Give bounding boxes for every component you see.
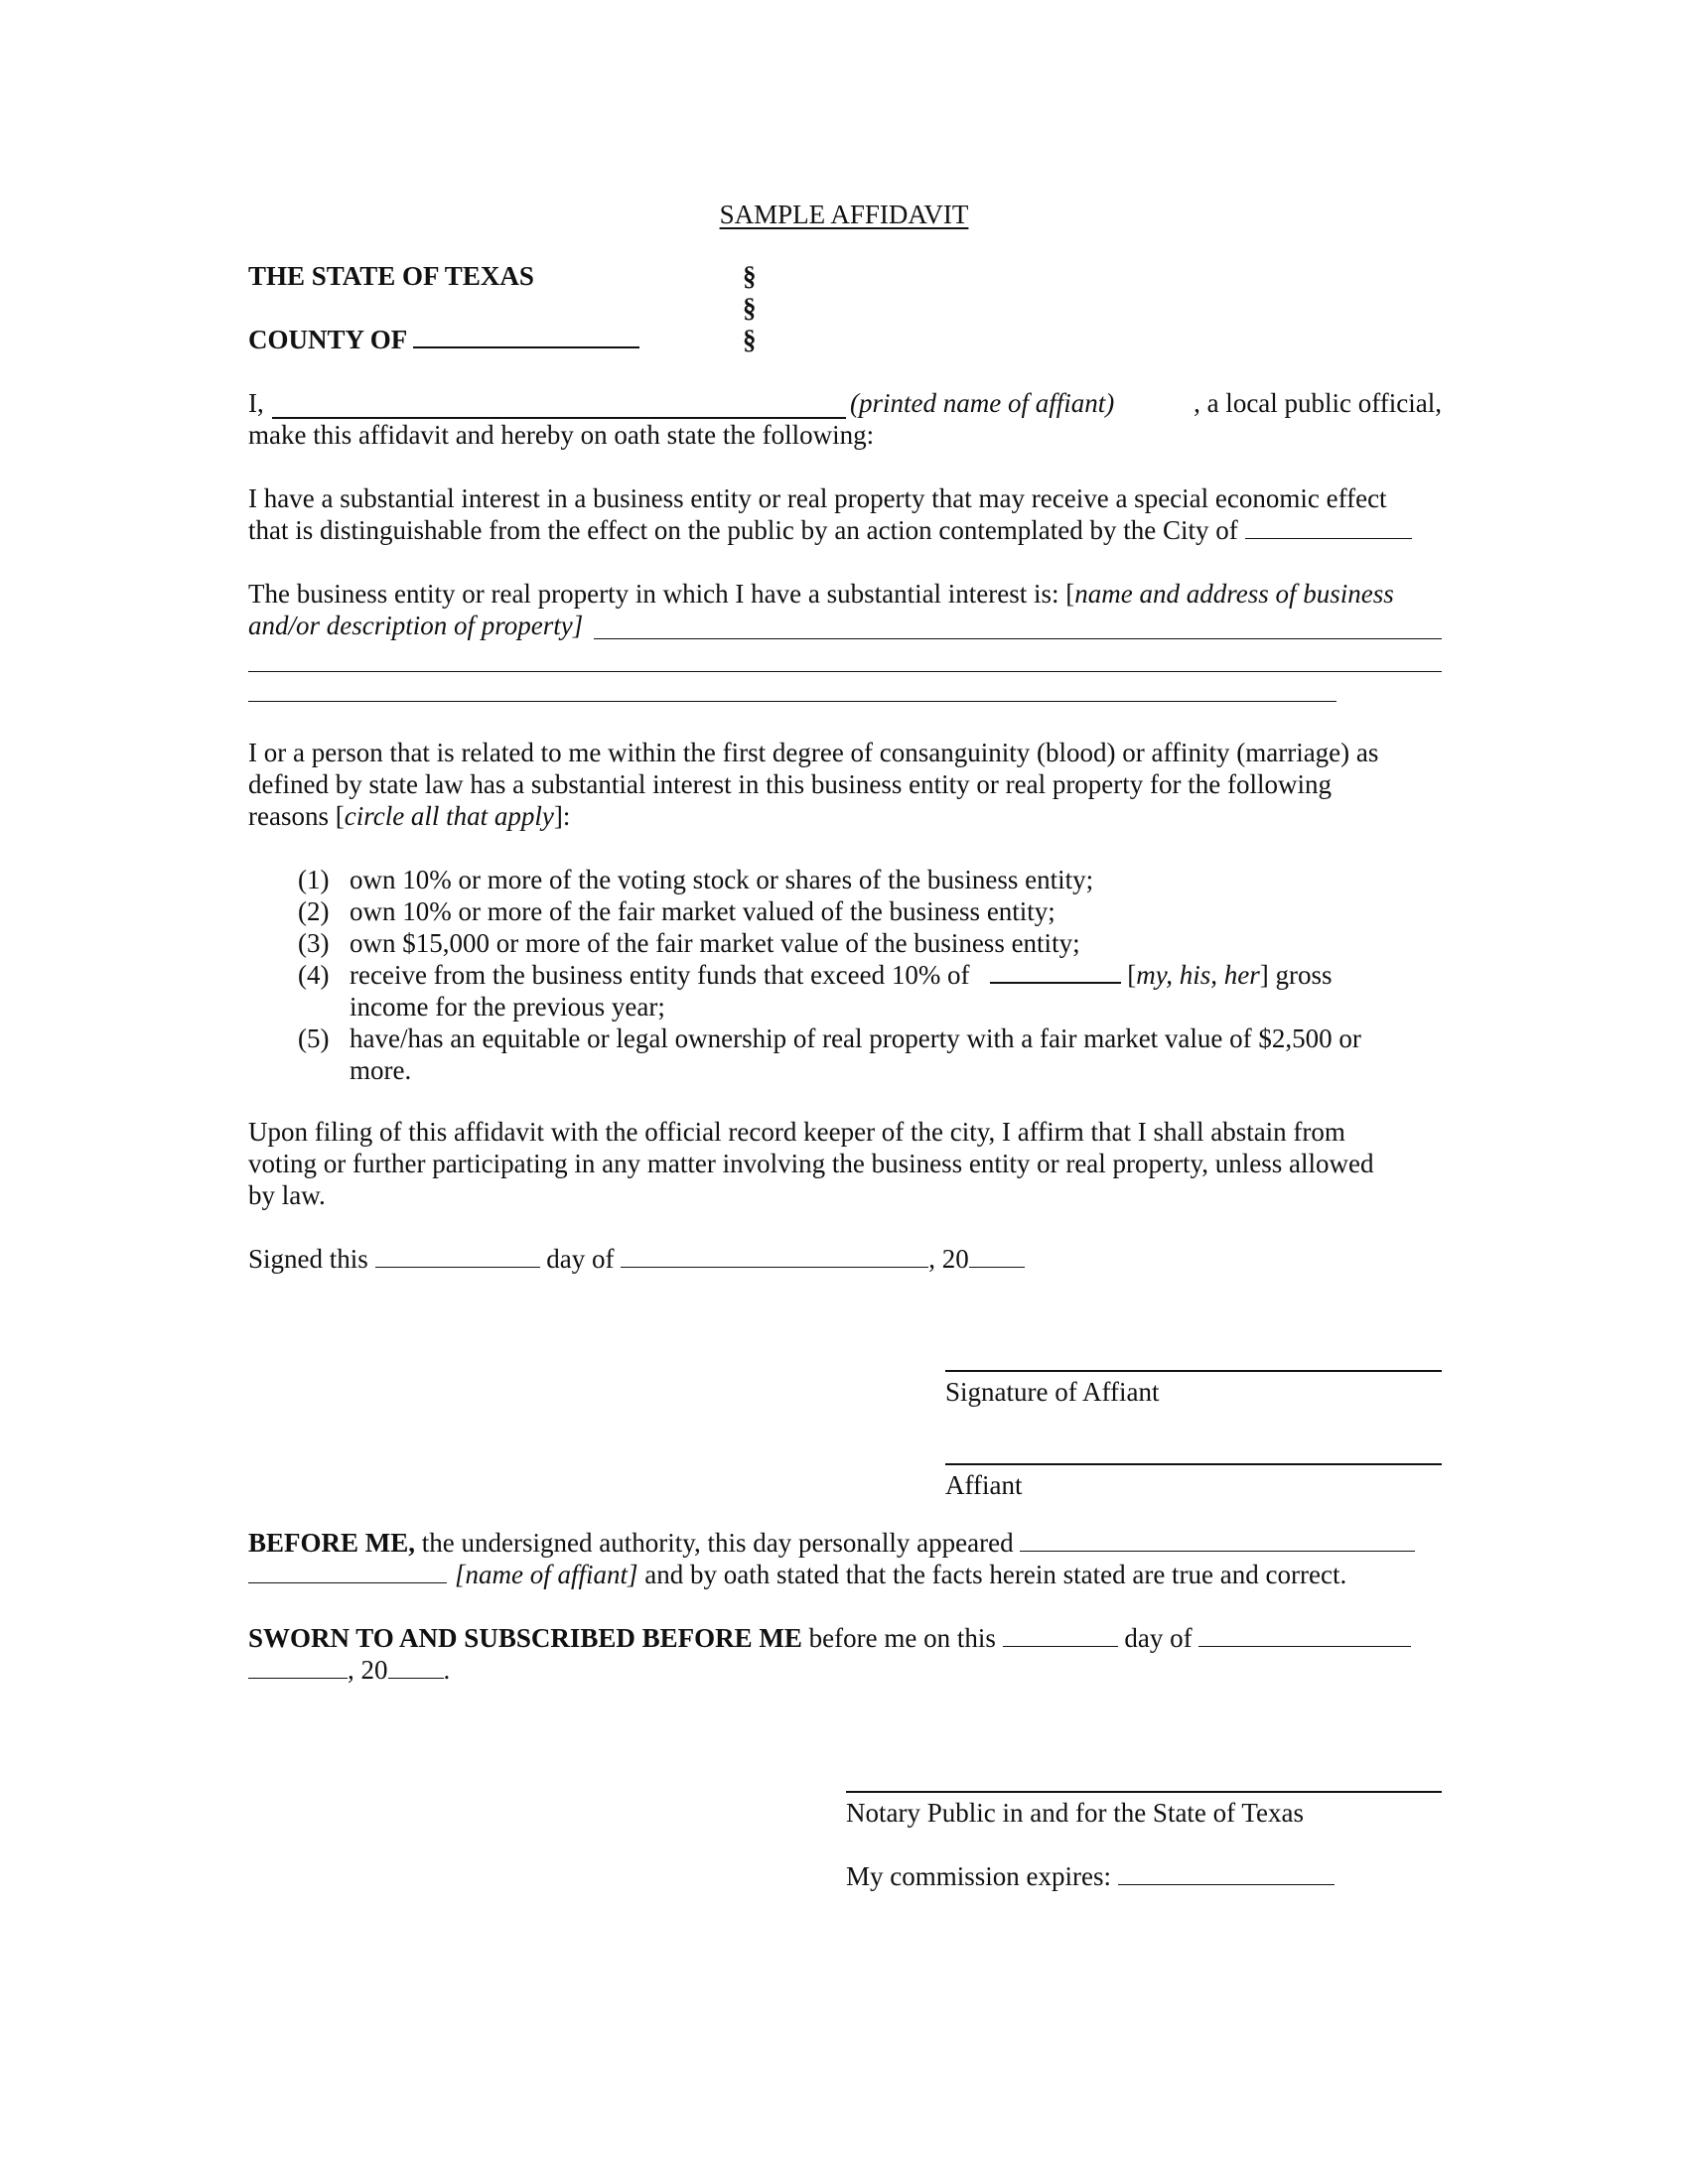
before-me-italic: [name of affiant] [455, 1560, 638, 1589]
entity-blank-3[interactable] [248, 701, 1336, 702]
sworn-line1 [248, 1622, 1411, 1654]
income-percent-blank[interactable] [990, 960, 1121, 984]
notary-label: Notary Public in and for the State of Texas [846, 1798, 1305, 1828]
relation-line3-italic: circle all that apply [344, 801, 554, 831]
section-mark-1: § [743, 261, 757, 291]
title-text: SAMPLE AFFIDAVIT [719, 200, 969, 229]
sworn-year-blank[interactable] [388, 1656, 444, 1679]
reason-text: own 10% or more of the fair market valued of the business entity; [350, 896, 1055, 926]
entity-blank-1[interactable] [594, 638, 1442, 639]
reason-text: have/has an equitable or legal ownership of real property with a fair market value of $2,500 or [350, 1024, 1361, 1053]
sworn-bold: SWORN TO AND SUBSCRIBED BEFORE ME [248, 1623, 802, 1653]
affiant-name-hint [850, 387, 1114, 419]
entity-line1 [248, 578, 1394, 610]
relation-line3 [248, 800, 570, 832]
relation-line1: I or a person that is related to me within the first degree of consanguinity (blood) or affinity (marriage) as [248, 738, 1379, 767]
sworn-end: . [443, 1655, 451, 1685]
sworn-line2 [248, 1654, 450, 1686]
signed-mid: day of [546, 1244, 615, 1274]
signed-prefix: Signed this [248, 1244, 368, 1274]
relation-line2: defined by state law has a substantial interest in this business entity or real property for the following [248, 769, 1332, 799]
reason-text: own 10% or more of the voting stock or shares of the business entity; [350, 865, 1094, 894]
before-me-suffix: and by oath stated that the facts herein stated are true and correct. [637, 1560, 1347, 1589]
sworn-year-prefix: , 20 [348, 1655, 388, 1685]
state-label: THE STATE OF TEXAS [248, 261, 534, 291]
entity-line2 [248, 610, 583, 641]
interest-line2 [248, 514, 1412, 546]
signed-line [248, 1243, 1025, 1275]
reason-num: (2) [298, 896, 330, 926]
reason-num: (3) [298, 928, 330, 958]
signed-month-blank[interactable] [621, 1245, 928, 1268]
reason-text: receive from the business entity funds that exceed 10% of [my, his, her] gross [350, 960, 1333, 990]
reason-text: income for the previous year; [350, 992, 665, 1022]
before-me-line2 [248, 1559, 1346, 1590]
reason-text: more. [350, 1055, 412, 1085]
signature-label: Signature of Affiant [945, 1377, 1160, 1407]
before-me-text: the undersigned authority, this day personally appeared [415, 1528, 1014, 1558]
before-me-bold: BEFORE ME, [248, 1528, 416, 1558]
appeared-name-blank-2[interactable] [248, 1561, 447, 1583]
affiant-label: Affiant [945, 1470, 1023, 1500]
reason-4-text: receive from the business entity funds that exceed 10% of [350, 960, 970, 990]
county-blank[interactable] [413, 325, 639, 348]
county-label-text: COUNTY OF [248, 325, 407, 354]
city-blank[interactable] [1245, 516, 1412, 539]
before-me-line1 [248, 1527, 1415, 1559]
commission-label: My commission expires: [846, 1861, 1111, 1891]
notary-signature-line[interactable] [846, 1791, 1442, 1793]
affiant-intro-line2: make this affidavit and hereby on oath state the following: [248, 420, 875, 450]
interest-line2-text: that is distinguishable from the effect on the public by an action contemplated by the City of [248, 515, 1238, 545]
relation-line3-suffix: ]: [553, 801, 571, 831]
section-mark-3: § [743, 325, 757, 354]
signed-year-blank[interactable] [969, 1245, 1025, 1268]
abstain-line3: by law. [248, 1180, 326, 1210]
reason-num: (1) [298, 865, 330, 894]
affiant-name-hint-text: (printed name of affiant) [850, 388, 1115, 418]
county-label [248, 324, 639, 355]
commission-expires-blank[interactable] [1118, 1862, 1335, 1885]
affiant-intro-prefix: I, [248, 388, 264, 418]
reason-num: (5) [298, 1024, 330, 1053]
reason-text: own $15,000 or more of the fair market value of the business entity; [350, 928, 1080, 958]
commission-line [846, 1860, 1335, 1892]
entity-blank-2[interactable] [248, 671, 1442, 672]
reason-num: (4) [298, 960, 330, 990]
sworn-month-blank[interactable] [1198, 1624, 1411, 1647]
entity-line2-italic: and/or description of property] [248, 611, 584, 640]
abstain-line2: voting or further participating in any matter involving the business entity or real property, unless allowed [248, 1149, 1374, 1178]
signature-line[interactable] [945, 1370, 1442, 1372]
sworn-month-blank-2[interactable] [248, 1656, 348, 1679]
affiant-intro-suffix: , a local public official, [1194, 388, 1442, 418]
abstain-line1: Upon filing of this affidavit with the official record keeper of the city, I affirm that I shall abstain from [248, 1117, 1345, 1147]
reason-4-suffix: ] gross [1259, 960, 1333, 990]
signed-day-blank[interactable] [375, 1245, 540, 1268]
affiant-line[interactable] [945, 1463, 1442, 1465]
interest-line1: I have a substantial interest in a business entity or real property that may receive a special economic effect [248, 483, 1387, 513]
entity-line1-italic: name and address of business [1074, 579, 1394, 609]
entity-line1-text: The business entity or real property in which I have a substantial interest is: [ [248, 579, 1075, 609]
sworn-day-blank[interactable] [1003, 1624, 1118, 1647]
reason-4-pronouns: my, his, her [1136, 960, 1260, 990]
appeared-name-blank[interactable] [1020, 1529, 1415, 1552]
sworn-text: before me on this [801, 1623, 996, 1653]
signed-year-prefix: , 20 [928, 1244, 969, 1274]
section-mark-2: § [743, 293, 757, 323]
document-title [0, 199, 1688, 230]
sworn-mid: day of [1117, 1623, 1193, 1653]
relation-line3-prefix: reasons [ [248, 801, 345, 831]
